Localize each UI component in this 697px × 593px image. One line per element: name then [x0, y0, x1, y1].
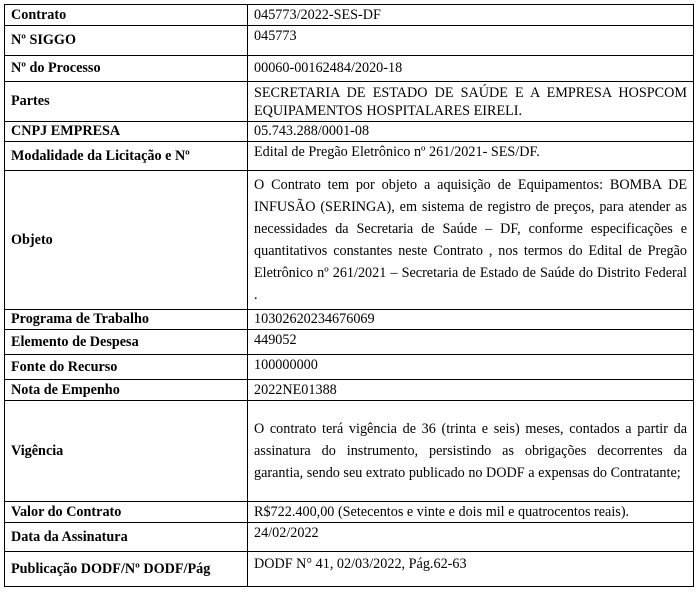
table-row	[5, 122, 694, 142]
row-value-siggo: 045773	[248, 26, 694, 56]
row-label-siggo: Nº SIGGO	[5, 26, 248, 56]
table-row	[5, 330, 694, 355]
row-label-partes: Partes	[5, 82, 248, 122]
row-label-elemento: Elemento de Despesa	[5, 330, 248, 355]
row-label-contrato: Contrato	[5, 5, 248, 26]
row-label-vigencia: Vigência	[5, 401, 248, 502]
row-label-valor: Valor do Contrato	[5, 502, 248, 523]
table-row	[5, 82, 694, 122]
contract-summary-table	[4, 4, 694, 587]
row-value-data: 24/02/2022	[248, 523, 694, 552]
table-row	[5, 502, 694, 523]
table-row	[5, 552, 694, 587]
table-row	[5, 56, 694, 82]
table-row	[5, 171, 694, 310]
row-value-processo: 00060-00162484/2020-18	[248, 56, 694, 82]
row-label-data: Data da Assinatura	[5, 523, 248, 552]
table-row	[5, 26, 694, 56]
row-label-objeto: Objeto	[5, 171, 248, 310]
row-label-empenho: Nota de Empenho	[5, 380, 248, 401]
row-label-fonte: Fonte do Recurso	[5, 355, 248, 380]
row-value-partes: SECRETARIA DE ESTADO DE SAÚDE E A EMPRESA HOSPCOM EQUIPAMENTOS HOSPITALARES EIRELI.	[248, 82, 694, 122]
row-label-publicacao: Publicação DODF/Nº DODF/Pág	[5, 552, 248, 587]
row-value-elemento: 449052	[248, 330, 694, 355]
row-value-programa: 10302620234676069	[248, 310, 694, 330]
table-row	[5, 355, 694, 380]
row-value-cnpj: 05.743.288/0001-08	[248, 122, 694, 142]
row-label-cnpj: CNPJ EMPRESA	[5, 122, 248, 142]
table-row	[5, 380, 694, 401]
row-value-objeto: O Contrato tem por objeto a aquisição de Equipamentos: BOMBA DE INFUSÃO (SERINGA), em sistema de registro de preços, para atender as necessidades da Secretaria de Saúde – DF, conforme especificações e quantitativos constantes neste Contrato , nos termos do Edital de Pregão Eletrônico nº 261/2021 – Secretaria de Estado de Saúde do Distrito Federal .	[248, 171, 694, 310]
table-row	[5, 142, 694, 171]
row-value-modalidade: Edital de Pregão Eletrônico nº 261/2021- SES/DF.	[248, 142, 694, 171]
row-value-empenho: 2022NE01388	[248, 380, 694, 401]
row-value-contrato: 045773/2022-SES-DF	[248, 5, 694, 26]
table-row	[5, 310, 694, 330]
row-value-valor: R$722.400,00 (Setecentos e vinte e dois mil e quatrocentos reais).	[248, 502, 694, 523]
table-row	[5, 523, 694, 552]
row-label-programa: Programa de Trabalho	[5, 310, 248, 330]
row-value-fonte: 100000000	[248, 355, 694, 380]
row-value-publicacao: DODF N° 41, 02/03/2022, Pág.62-63	[248, 552, 694, 587]
row-label-modalidade: Modalidade da Licitação e Nº	[5, 142, 248, 171]
row-value-vigencia: O contrato terá vigência de 36 (trinta e seis) meses, contados a partir da assinatura do instrumento, persistindo as obrigações decorrentes da garantia, sendo seu extrato publicado no DODF a expensas do Contratante;	[248, 401, 694, 502]
row-label-processo: Nº do Processo	[5, 56, 248, 82]
table-row	[5, 5, 694, 26]
table-row	[5, 401, 694, 502]
